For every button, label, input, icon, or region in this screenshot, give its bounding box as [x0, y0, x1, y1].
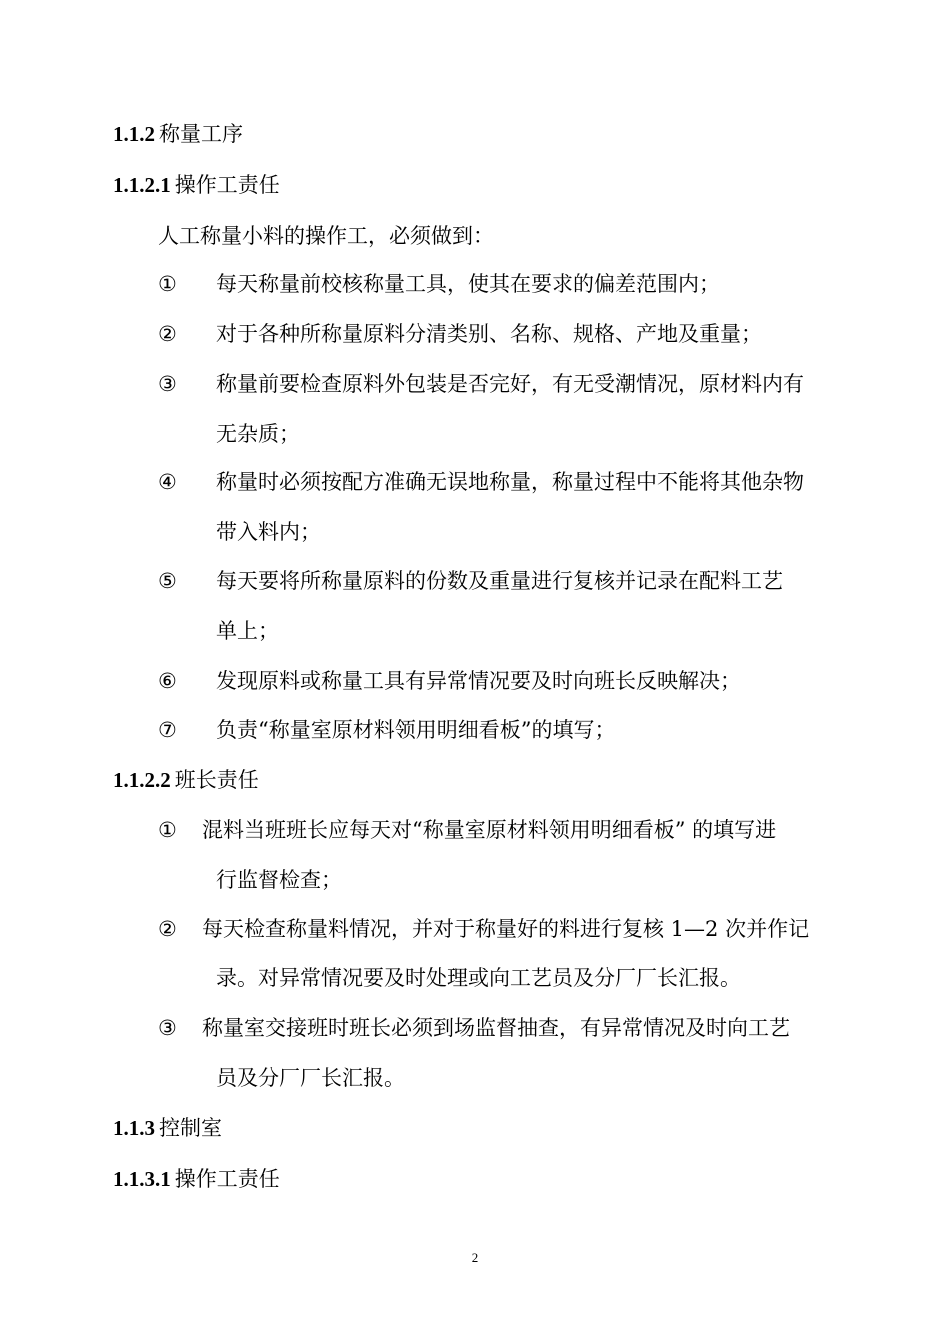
section-title: 操作工责任 [174, 1167, 280, 1191]
section-number: 1.1.3 [113, 1116, 155, 1140]
heading-1-1-2 [113, 120, 243, 148]
list-item-continuation: 带入料内； [216, 520, 321, 544]
list-marker: ⑥ [158, 669, 177, 693]
list-item-text: 发现原料或称量工具有异常情况要及时向班长反映解决； [216, 669, 741, 693]
list-marker: ⑦ [158, 718, 177, 742]
section-number: 1.1.3.1 [113, 1167, 171, 1191]
intro-paragraph: 人工称量小料的操作工，必须做到： [158, 224, 494, 248]
list-item-text: 每天要将所称量原料的份数及重量进行复核并记录在配料工艺 [216, 569, 783, 593]
section-number: 1.1.2.1 [113, 173, 171, 197]
page-number: 2 [471, 1250, 479, 1265]
list-item-continuation: 单上； [216, 619, 279, 643]
list-item-text: 每天检查称量料情况，并对于称量好的料进行复核 1—2 次并作记 [202, 917, 810, 941]
list-item-text: 称量时必须按配方准确无误地称量，称量过程中不能将其他杂物 [216, 470, 804, 494]
section-title: 称量工序 [159, 122, 243, 146]
section-title: 控制室 [159, 1116, 222, 1140]
section-title: 操作工责任 [174, 173, 280, 197]
list-item-text: 称量室交接班时班长必须到场监督抽查，有异常情况及时向工艺 [202, 1016, 790, 1040]
list-item-continuation: 员及分厂厂长汇报。 [216, 1066, 405, 1090]
list-item-text: 混料当班班长应每天对“称量室原材料领用明细看板” 的填写进 [202, 818, 777, 842]
list-marker: ② [158, 917, 177, 941]
list-marker: ① [158, 272, 177, 296]
list-marker: ③ [158, 372, 177, 396]
list-item-text: 称量前要检查原料外包装是否完好，有无受潮情况，原材料内有 [216, 372, 804, 396]
heading-1-1-3 [113, 1114, 222, 1142]
section-number: 1.1.2.2 [113, 768, 171, 792]
list-marker: ② [158, 322, 177, 346]
section-number: 1.1.2 [113, 122, 155, 146]
heading-1-1-2-1 [113, 171, 280, 199]
list-marker: ③ [158, 1016, 177, 1040]
list-item-continuation: 无杂质； [216, 422, 300, 446]
list-marker: ① [158, 818, 177, 842]
heading-1-1-3-1 [113, 1165, 280, 1193]
list-item-text: 对于各种所称量原料分清类别、名称、规格、产地及重量； [216, 322, 762, 346]
list-item-text: 每天称量前校核称量工具，使其在要求的偏差范围内； [216, 272, 720, 296]
list-item-continuation: 行监督检查； [216, 868, 342, 892]
list-item-text: 负责“称量室原材料领用明细看板”的填写； [216, 718, 616, 742]
list-marker: ④ [158, 470, 177, 494]
heading-1-1-2-2 [113, 766, 259, 794]
section-title: 班长责任 [174, 768, 259, 792]
list-marker: ⑤ [158, 569, 177, 593]
list-item-continuation: 录。对异常情况要及时处理或向工艺员及分厂厂长汇报。 [216, 966, 741, 990]
